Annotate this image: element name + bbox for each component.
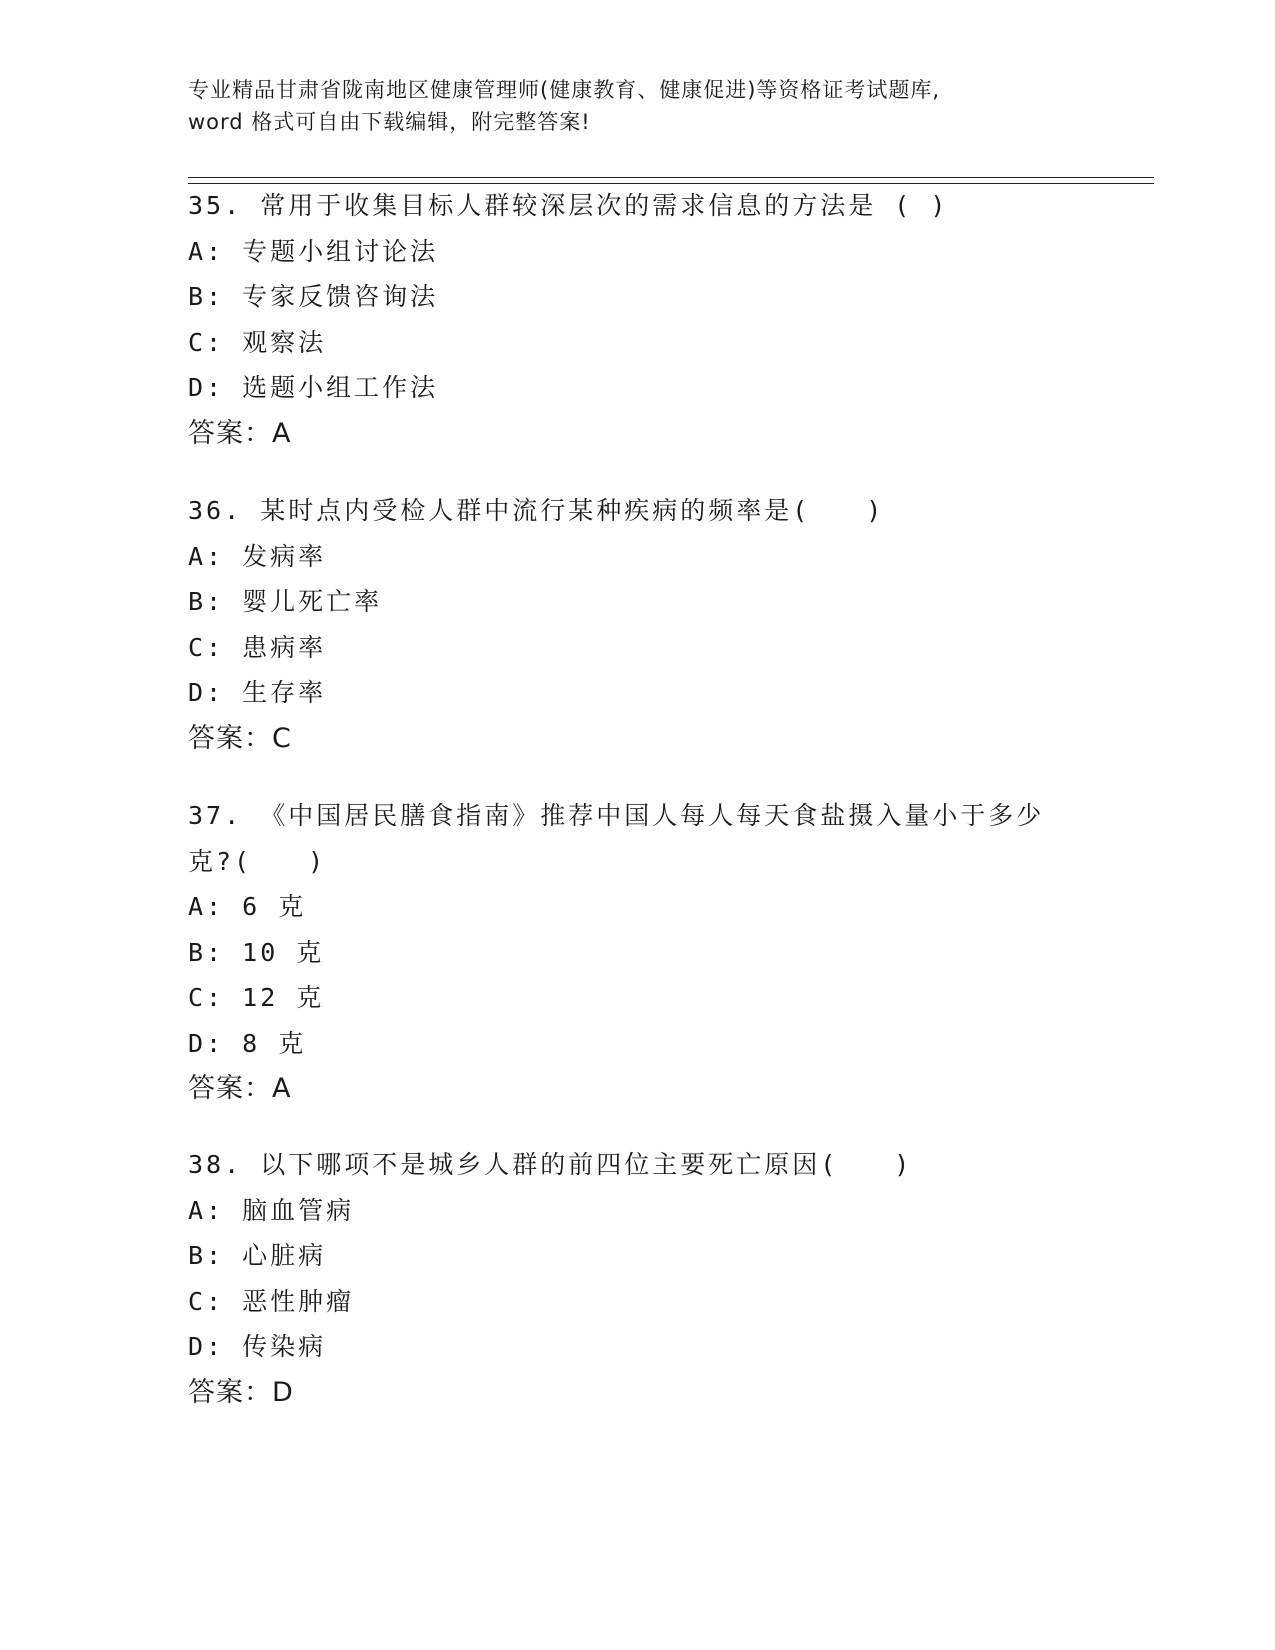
option-b: B: 专家反馈咨询法 (188, 282, 439, 311)
option-a: A: 专题小组讨论法 (188, 236, 439, 266)
question-stem: 38. 以下哪项不是城乡人群的前四位主要死亡原因( ) (188, 1150, 913, 1179)
answer-label: 答案：C (188, 722, 292, 754)
question-36 (188, 488, 1088, 761)
question-37 (188, 793, 1088, 1112)
header-divider-top (188, 177, 1154, 178)
question-stem: 37. 《中国居民膳食指南》推荐中国人每人每天食盐摄入量小于多少 (188, 801, 1045, 830)
header-line-2: word 格式可自由下载编辑，附完整答案! (188, 110, 591, 134)
question-35 (188, 183, 1088, 456)
option-c: C: 12 克 (188, 983, 325, 1012)
document-header (188, 74, 1088, 138)
option-b: B: 心脏病 (188, 1241, 327, 1270)
option-d: D: 生存率 (188, 678, 327, 707)
answer-label: 答案：D (188, 1376, 294, 1408)
question-stem-continued: 克?( ) (188, 846, 327, 876)
answer-label: 答案：A (188, 1073, 292, 1104)
option-b: B: 婴儿死亡率 (188, 587, 383, 616)
question-38 (188, 1142, 1088, 1415)
option-a: A: 6 克 (188, 892, 307, 921)
option-d: D: 传染病 (188, 1332, 327, 1361)
option-c: C: 观察法 (188, 327, 327, 357)
question-stem: 36. 某时点内受检人群中流行某种疾病的频率是( ) (188, 496, 885, 525)
answer-label: 答案：A (188, 417, 292, 449)
header-line-1: 专业精品甘肃省陇南地区健康管理师(健康教育、健康促进)等资格证考试题库, (188, 78, 941, 102)
question-stem: 35. 常用于收集目标人群较深层次的需求信息的方法是 ( ) (188, 191, 949, 220)
option-c: C: 恶性肿瘤 (188, 1286, 355, 1316)
option-a: A: 脑血管病 (188, 1195, 355, 1225)
option-d: D: 8 克 (188, 1028, 307, 1058)
option-d: D: 选题小组工作法 (188, 373, 439, 402)
option-a: A: 发病率 (188, 541, 327, 571)
option-c: C: 患病率 (188, 632, 327, 662)
option-b: B: 10 克 (188, 937, 325, 967)
